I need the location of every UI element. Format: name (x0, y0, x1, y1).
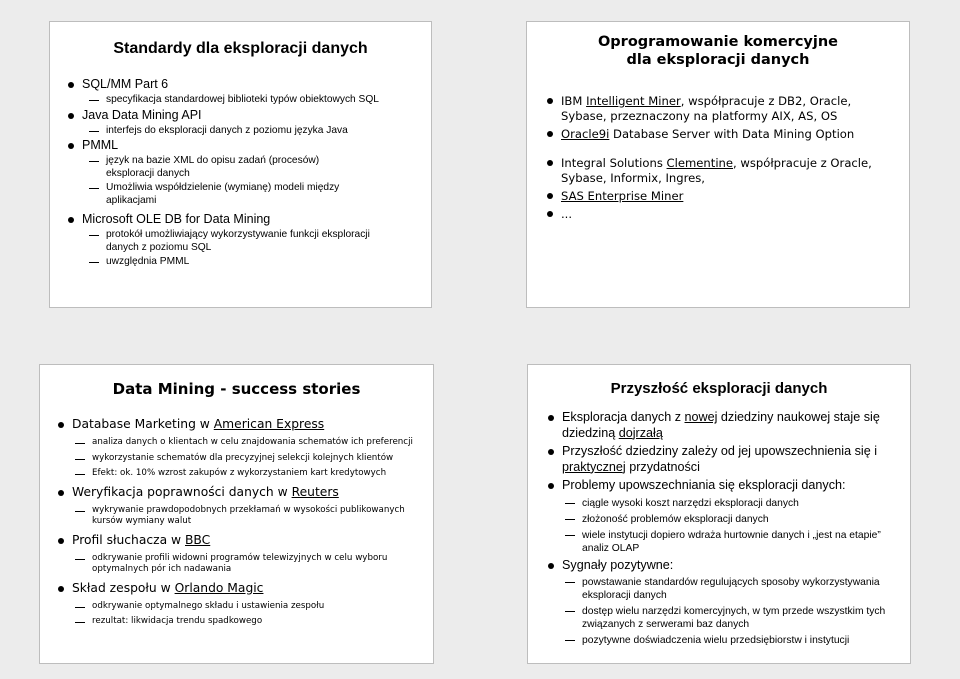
slide-title: Przyszłość eksploracji danych (610, 380, 828, 397)
sub-list-item: odkrywanie optymalnego składu i ustawienia zespołu (72, 601, 426, 613)
product-link[interactable]: Intelligent Miner (586, 94, 681, 108)
list-item: Microsoft OLE DB for Data Mining (66, 211, 416, 227)
company-link[interactable]: Orlando Magic (174, 580, 264, 595)
sub-list-item: interfejs do eksploracji danych z poziomu języka Java (86, 125, 416, 138)
company-link[interactable]: BBC (185, 532, 211, 547)
list-item: PMML (66, 137, 416, 153)
company-link[interactable]: American Express (213, 417, 325, 431)
sub-list-item: dostęp wielu narzędzi komercyjnych, w tym przede wszystkim tych związanych z serwerami baz danych (562, 605, 898, 631)
bullet-list (56, 412, 426, 628)
item-text: IBM (561, 94, 587, 108)
item-text: dziedziny naukowej staje się dziedziną (562, 410, 880, 440)
list-item: Problemy upowszechniania się eksploracji danych: (546, 478, 898, 494)
bullet-list (545, 94, 895, 225)
slide-title (527, 33, 909, 69)
company-link[interactable]: Reuters (291, 484, 339, 499)
sub-list-item: pozytywne doświadczenia wielu przedsiębiorstw i instytucji (562, 634, 898, 647)
item-text: Database Server with Data Mining Option (609, 127, 855, 141)
sub-list-item: analiza danych o klientach w celu znajdowania schematów ich preferencji (72, 437, 426, 449)
slide-future (527, 364, 911, 664)
sub-list-item: wiele instytucji dopiero wdraża hurtownie danych i „jest na etapie” analiz OLAP (562, 529, 898, 555)
product-link[interactable]: SAS Enterprise Miner (561, 189, 684, 203)
slide-title-line1: Oprogramowanie komercyjne (597, 34, 839, 50)
item-text: , współpracuje z Oracle, Sybase, Informix, Ingres, (561, 156, 872, 185)
item-text: Przyszłość dziedziny zależy od jej upowszechnienia się i (562, 444, 877, 458)
item-text: Database Marketing w (72, 417, 214, 431)
list-item (56, 416, 426, 433)
bullet-list (546, 407, 898, 647)
list-item: SQL/MM Part 6 (66, 76, 416, 92)
sub-list-item: wykrywanie prawdopodobnych przekłamań w wysokości publikowanych kursów wymiany walut (72, 505, 426, 528)
slide-success-stories (39, 364, 434, 664)
bullet-list (66, 76, 416, 269)
list-item (56, 532, 426, 549)
sub-list-item: odkrywanie profili widowni programów telewizyjnych w celu wyboru optymalnych pór ich nadawania (72, 553, 426, 576)
list-item: Sygnały pozytywne: (546, 558, 898, 574)
item-text: Skład zespołu w (72, 580, 175, 595)
item-text: Weryfikacja poprawności danych w (72, 484, 292, 499)
list-item (545, 127, 895, 142)
list-item (56, 484, 426, 501)
item-text: przydatności (625, 459, 700, 474)
list-item (545, 156, 895, 186)
slide-commercial-software (526, 21, 910, 308)
product-link[interactable]: Oracle9i (561, 127, 610, 141)
sub-list-item: specyfikacja standardowej biblioteki typów obiektowych SQL (86, 94, 416, 107)
slide-standards (49, 21, 432, 308)
sub-list-item: język na bazie XML do opisu zadań (procesów) eksploracji danych (86, 155, 416, 180)
emphasis-link[interactable]: praktycznej (562, 459, 626, 474)
list-item (546, 444, 898, 475)
sub-list-item: wykorzystanie schematów dla precyzyjnej selekcji kolejnych klientów (72, 453, 426, 465)
sub-list-item: protokół umożliwiający wykorzystywanie funkcji eksploracji danych z poziomu SQL (86, 229, 416, 254)
item-text: Profil słuchacza w (72, 532, 185, 547)
list-item: Java Data Mining API (66, 107, 416, 123)
slide-title: Data Mining - success stories (112, 380, 361, 398)
list-item (545, 189, 895, 204)
list-item (56, 580, 426, 597)
sub-list-item: uwzględnia PMML (86, 256, 416, 269)
item-text: Integral Solutions (561, 156, 667, 170)
slide-title: Standardy dla eksploracji danych (113, 40, 368, 57)
list-item: ... (545, 207, 895, 222)
sub-list-item: rezultat: likwidacja trendu spadkowego (72, 616, 426, 628)
sub-list-item: Efekt: ok. 10% wzrost zakupów z wykorzystaniem kart kredytowych (72, 468, 426, 480)
product-link[interactable]: Clementine (666, 156, 734, 170)
list-item (545, 94, 895, 124)
emphasis-link[interactable]: nowej (684, 410, 718, 424)
sub-list-item: złożoność problemów eksploracji danych (562, 513, 898, 526)
item-text: , współpracuje z DB2, Oracle, Sybase, przeznaczony na platformy AIX, AS, OS (561, 94, 852, 123)
item-text: Eksploracja danych z (562, 410, 685, 424)
sub-list-item: ciągle wysoki koszt narzędzi eksploracji danych (562, 497, 898, 510)
sub-list-item: powstawanie standardów regulujących sposoby wykorzystywania eksploracji danych (562, 576, 898, 602)
slide-title-line2: dla eksploracji danych (626, 52, 810, 68)
list-item (546, 410, 898, 441)
emphasis-link[interactable]: dojrzałą (618, 425, 663, 440)
sub-list-item: Umożliwia współdzielenie (wymianę) modeli między aplikacjami (86, 182, 416, 207)
